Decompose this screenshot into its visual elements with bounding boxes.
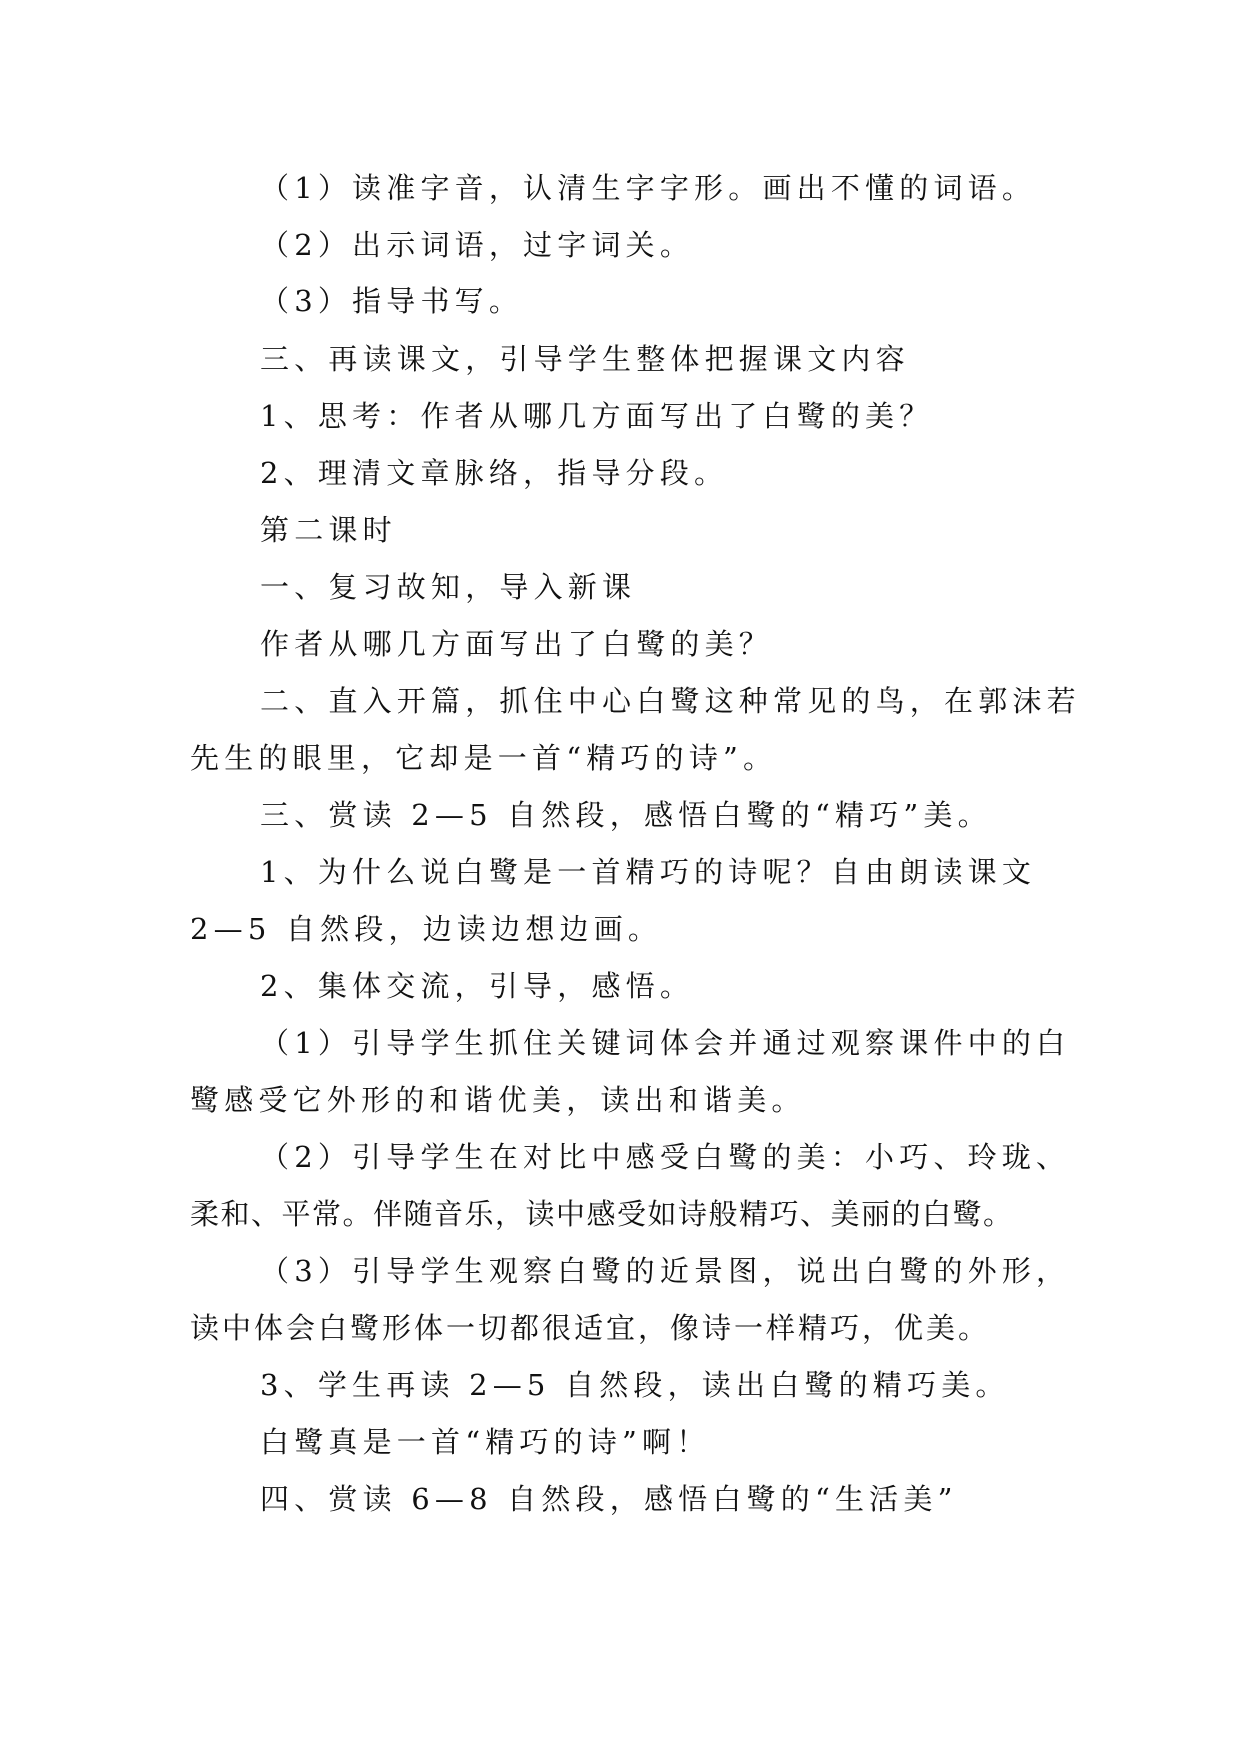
text-line: （1）读准字音，认清生字字形。画出不懂的词语。 <box>260 171 1037 205</box>
section-heading: 三、再读课文，引导学生整体把握课文内容 <box>260 342 910 376</box>
text-line: 读中体会白鹭形体一切都很适宜，像诗一样精巧，优美。 <box>190 1311 991 1345</box>
text-line: 2、集体交流，引导，感悟。 <box>260 969 695 1003</box>
text-line: （2）引导学生在对比中感受白鹭的美：小巧、玲珑、 <box>260 1140 1071 1174</box>
text-line: （3）指导书写。 <box>260 284 524 318</box>
text-line: 1、为什么说白鹭是一首精巧的诗呢？自由朗读课文 <box>260 855 1037 889</box>
text-line: 3、学生再读 2—5 自然段，读出白鹭的精巧美。 <box>260 1368 1010 1402</box>
lesson-heading: 第二课时 <box>260 513 397 547</box>
text-line: （2）出示词语，过字词关。 <box>260 228 695 262</box>
text-line: 白鹭真是一首“精巧的诗”啊！ <box>260 1425 711 1459</box>
text-line: 1、思考：作者从哪几方面写出了白鹭的美？ <box>260 399 934 433</box>
text-line: 作者从哪几方面写出了白鹭的美？ <box>260 627 774 661</box>
text-line: 先生的眼里，它却是一首“精巧的诗”。 <box>190 741 778 775</box>
section-heading: 一、复习故知，导入新课 <box>260 570 637 604</box>
section-heading: 三、赏读 2—5 自然段，感悟白鹭的“精巧”美。 <box>260 798 992 832</box>
text-line: 2、理清文章脉络，指导分段。 <box>260 456 729 490</box>
text-line: 鹭感受它外形的和谐优美，读出和谐美。 <box>190 1083 806 1117</box>
section-heading: 二、直入开篇，抓住中心白鹭这种常见的鸟，在郭沫若 <box>260 684 1081 718</box>
text-line: （3）引导学生观察白鹭的近景图，说出白鹭的外形， <box>260 1254 1071 1288</box>
text-line: （1）引导学生抓住关键词体会并通过观察课件中的白 <box>260 1026 1071 1060</box>
text-line: 2—5 自然段，边读边想边画。 <box>190 912 663 946</box>
section-heading: 四、赏读 6—8 自然段，感悟白鹭的“生活美” <box>260 1482 958 1516</box>
text-line: 柔和、平常。伴随音乐，读中感受如诗般精巧、美丽的白鹭。 <box>190 1197 1014 1231</box>
